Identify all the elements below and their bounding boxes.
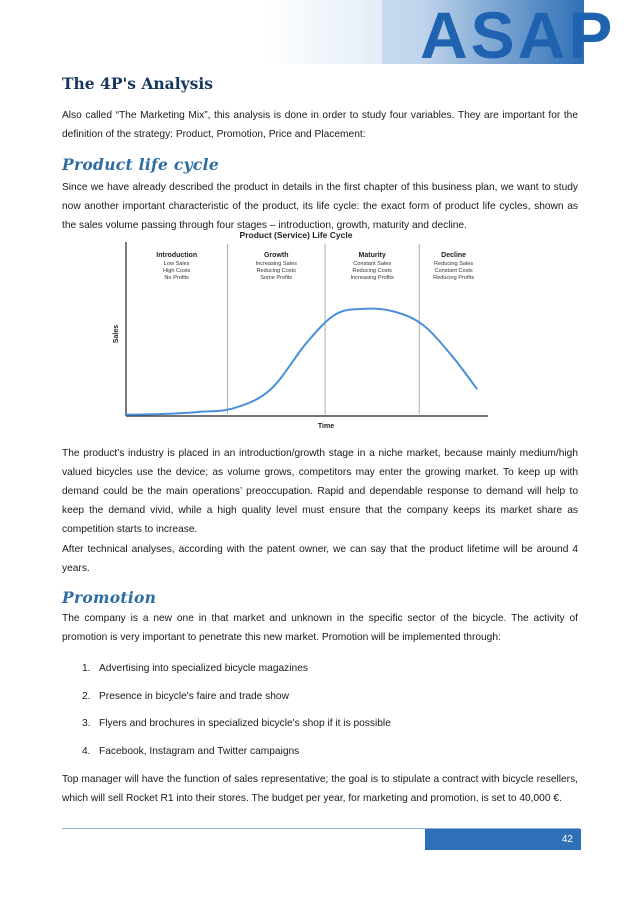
y-axis-label: Sales [113,324,120,344]
stage-label-maturity: Maturity [358,252,386,259]
stage-note: Low Sales [163,261,190,267]
stage-note: No Profits [164,275,189,281]
section-title-4ps: The 4P's Analysis [62,74,213,93]
stage-label-decline: Decline [441,252,467,259]
product-paragraph-2: After technical analyses, according with the patent owner, we can say that the product lifetime will be around 4 years. [62,544,578,574]
list-item: 2. Presence in bicycle's faire and trade show [82,690,289,702]
list-item: 1. Advertising into specialized bicycle magazines [82,663,308,674]
stage-note: Increasing Profits [350,275,394,281]
sales-curve [126,309,477,415]
life-cycle-chart [96,224,496,434]
stage-note: Increasing Sales [255,261,297,267]
product-paragraph-1: The product's industry is placed in an introduction/growth stage in a niche market, because mainly medium/high valued bicycles use the device; as volume grows, competitors may enter the growing market. To keep up with demand could be the main operations’ preoccupation. Rapid and dependable response to demand will help to keep the demand vivid, while a high quality level must ensure that the company keeps its market share as competition starts to increase. [62,448,578,535]
section-title-promotion: Promotion [62,588,157,607]
promotion-closing: Top manager will have the function of sales representative; the goal is to stipulate a contract with bicycle resellers, which will sell Rocket R1 into their stores. The budget per year, for marketing and promotion, is set to 40,000 €. [62,774,578,804]
stage-note: Constant Sales [353,261,392,267]
product-intro: Since we have already described the product in details in the first chapter of this business plan, we want to study now another important characteristic of the product, its life cycle: the exact form of product life cycles, shown as the sales volume passing through four stages – introduction, growth, maturity and decline. [62,182,578,231]
promotion-list [82,662,572,772]
page-number: 42 [425,829,581,850]
logo-text: ASAP [420,0,616,72]
x-axis-label: Time [317,423,335,430]
stage-note: Constant Costs [434,268,473,274]
list-item: 4. Facebook, Instagram and Twitter campaigns [82,745,300,757]
analysis-intro: Also called “The Marketing Mix”, this analysis is done in order to study four variables. They are important for the definition of the strategy: Product, Promotion, Price and Placement: [62,110,578,140]
chart-title: Product (Service) Life Cycle [239,230,353,240]
stage-note: Some Profits [260,275,293,281]
stage-note: Reducing Profits [433,275,475,281]
stage-note: Reducing Costs [256,268,296,274]
stage-note: Reducing Costs [352,268,392,274]
promotion-intro: The company is a new one in that market and unknown in the specific sector of the bicycle. The activity of promotion is very important to penetrate this new market. Promotion will be implemented through: [62,613,578,643]
stage-note: Reducing Sales [434,261,474,267]
stage-label-introduction: Introduction [156,252,198,259]
stage-label-growth: Growth [263,252,289,259]
list-item: 3. Flyers and brochures in specialized bicycle's shop if it is possible [82,718,391,729]
section-title-product-life-cycle: Product life cycle [62,155,219,174]
stage-note: High Costs [163,268,191,274]
asap-logo [262,0,616,72]
